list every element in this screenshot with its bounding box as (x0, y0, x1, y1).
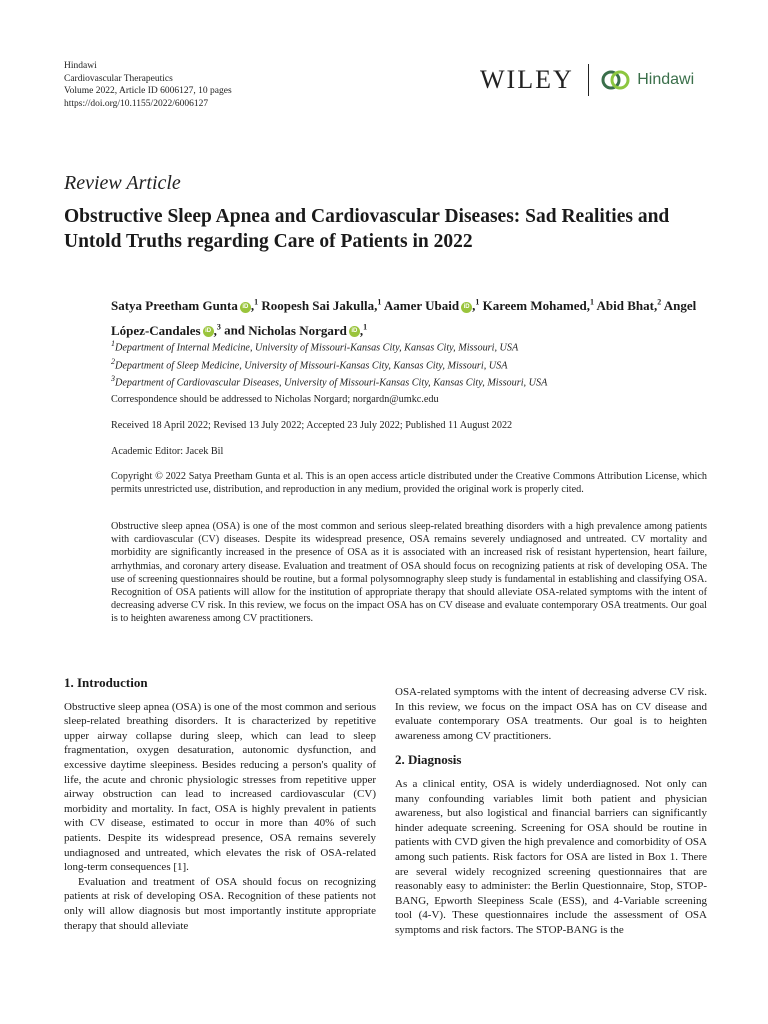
academic-editor: Academic Editor: Jacek Bil (111, 446, 224, 457)
author-entry: Kareem Mohamed,$^1$ (482, 298, 594, 314)
article-title: Obstructive Sleep Apnea and Cardiovascular Diseases: Sad Realities and Untold Truths regarding Care of Patients in 2022 (64, 206, 670, 252)
affiliation-marker: 1 (254, 298, 259, 307)
intro-paragraph-2: Evaluation and treatment of OSA should focus on recognizing patients at risk of developing OSA. Recognition of these patients not only will allow diagnosis but most importantly institute appropriate therapy that should alleviate (64, 875, 376, 932)
doi-link[interactable]: https://doi.org/10.1155/2022/6006127 (64, 98, 209, 109)
affiliation-line (111, 337, 707, 355)
correspondence: Correspondence should be addressed to Nicholas Norgard; norgardn@umkc.edu (111, 394, 439, 405)
left-column (64, 676, 376, 933)
publisher-line: Hindawi (64, 61, 97, 71)
copyright-notice: Copyright © 2022 Satya Preetham Gunta et al. This is an open access article distributed under the Creative Commons Attribution License, which permits unrestricted use, distribution, and reproduction in any medium, provided the original work is properly cited. (111, 471, 707, 496)
orcid-icon[interactable]: iD (461, 302, 472, 313)
logo-divider (588, 64, 590, 96)
abstract: Obstructive sleep apnea (OSA) is one of the most common and serious sleep-related breathing disorders with a high prevalence among patients with cardiovascular (CV) diseases. Despite its widespread presence, OSA remains severely undiagnosed and untreated. CV mortality and morbidity are significantly increased in the presence of OSA as it is associated with an increased risk of resistant hypertension, heart failure, arrhythmias, and coronary artery disease. Evaluation and treatment of OSA should focus on recognizing patients at risk of developing OSA. The use of screening questionnaires should be routine, but a formal polysomnography sleep study is fundamental in establishing and classifying OSA. Recognition of OSA patients will allow for the institution of appropriate therapy that should alleviate OSA-related symptoms with the intent of decreasing adverse CV risk. In this review, we focus on the impact OSA has on CV disease and evaluate contemporary OSA treatments. Our goal is to heighten awareness among CV practitioners. (111, 521, 707, 625)
affiliation-marker: 1 (377, 298, 382, 307)
orcid-icon[interactable]: iD (203, 326, 214, 337)
publication-dates: Received 18 April 2022; Revised 13 July 2022; Accepted 23 July 2022; Published 11 August 2022 (111, 420, 513, 431)
affiliation-marker: 1 (475, 298, 480, 307)
affiliation-text: Department of Sleep Medicine, University of Missouri-Kansas City, Kansas City, Missouri, USA (115, 359, 508, 371)
diagnosis-paragraph-1: As a clinical entity, OSA is widely underdiagnosed. Not only can many confounding variables limit both patient and physician awareness, but also logistical and financial barriers can significantly hinder adequate screening. Screening for OSA should be routine in patients with CVD given the high prevalence and comorbidity of OSA among such patients. Risk factors for OSA are listed in Box 1. There are several widely recognized screening questionnaires that are reasonably easy to administer: the Berlin Questionnaire, Stop, STOP-BANG, Epworth Sleepiness Scale (ESS), and 4-Variable screening tool (4-V). These questionnaires include the assessment of OSA symptoms and risk factors. The STOP-BANG is the (395, 777, 707, 936)
hindawi-logo-text: Hindawi (637, 71, 695, 88)
author-name[interactable]: Nicholas Norgard (248, 322, 347, 338)
affiliation-line (111, 372, 707, 390)
author-entry: Satya Preetham Gunta iD ,$^1$ (111, 298, 259, 314)
article-type: Review Article (64, 172, 181, 194)
affiliation-text: Department of Internal Medicine, University of Missouri-Kansas City, Kansas City, Missouri, USA (115, 342, 519, 354)
author-name[interactable]: Kareem Mohamed (482, 298, 587, 314)
affiliation-marker: 3 (216, 322, 221, 332)
affiliations (111, 337, 707, 390)
orcid-icon[interactable]: iD (349, 326, 360, 337)
author-name[interactable]: Roopesh Sai Jakulla (261, 298, 375, 314)
intro-paragraph-2-continued: OSA-related symptoms with the intent of decreasing adverse CV risk. In this review, we focus on the impact OSA has on CV disease and evaluate contemporary OSA treatments. Our goal is to heighten awareness among CV practitioners. (395, 686, 707, 742)
affiliation-number: 2 (111, 356, 115, 366)
author-name[interactable]: Angel López-Candales (111, 298, 697, 338)
section-heading-diagnosis: 2. Diagnosis (395, 752, 462, 768)
journal-name: Cardiovascular Therapeutics (64, 73, 173, 84)
wiley-logo: WILEY (480, 65, 574, 94)
author-list: Satya Preetham Gunta iD ,$^1$ Roopesh Sai Jakulla,$^1$ Aamer Ubaid iD ,$^1$ Kareem Mohamed,$^1$ Abid Bhat,$^2$ Angel López-Candales iD ,$^3$ and Nicholas Norgard iD ,$^1$ (111, 298, 697, 338)
author-name[interactable]: Satya Preetham Gunta (111, 298, 238, 314)
author-name[interactable]: Aamer Ubaid (383, 298, 460, 314)
author-entry: Roopesh Sai Jakulla,$^1$ (261, 298, 382, 314)
orcid-icon[interactable]: iD (240, 302, 251, 313)
hindawi-rings-icon (601, 69, 631, 91)
affiliation-marker: 1 (589, 298, 594, 307)
author-name[interactable]: Abid Bhat (596, 298, 654, 314)
author-entry: Abid Bhat,$^2$ (596, 298, 662, 314)
affiliation-marker: 2 (657, 298, 662, 307)
publisher-logo (480, 63, 694, 97)
section-heading-introduction: 1. Introduction (64, 675, 148, 690)
affiliation-number: 3 (111, 374, 115, 384)
volume-line: Volume 2022, Article ID 6006127, 10 pages (64, 86, 232, 96)
right-column (395, 685, 707, 938)
affiliation-marker: 1 (363, 322, 368, 332)
journal-info (64, 60, 232, 110)
author-entry: Aamer Ubaid iD ,$^1$ (383, 298, 480, 314)
affiliation-line (111, 355, 707, 373)
affiliation-number: 1 (111, 339, 115, 348)
affiliation-text: Department of Cardiovascular Diseases, University of Missouri-Kansas City, Kansas City, Missouri, USA (115, 377, 548, 389)
author-entry: Angel López-Candales iD ,$^3$ (111, 298, 697, 338)
intro-paragraph-1: Obstructive sleep apnea (OSA) is one of the most common and serious sleep-related breathing disorders. It is characterized by repetitive upper airway collapse during sleep, which can lead to sleep fragmentation, oxygen desaturation, autonomic dysfunction, and excessive daytime sleepiness. Besides reducing a person's quality of life, the acute and chronic physiologic stresses from repetitive upper airway obstruction can lead to increased cardiovascular (CV) morbidity and mortality. In fact, OSA is highly prevalent in patients with CV disease, estimated to occur in more than 40% of such patients. Despite its widespread presence, OSA remains severely undiagnosed and untreated, which elevates the risk of OSA-related long-term consequences [1]. (64, 700, 376, 874)
author-entry: Nicholas Norgard iD ,$^1$ (248, 322, 368, 338)
